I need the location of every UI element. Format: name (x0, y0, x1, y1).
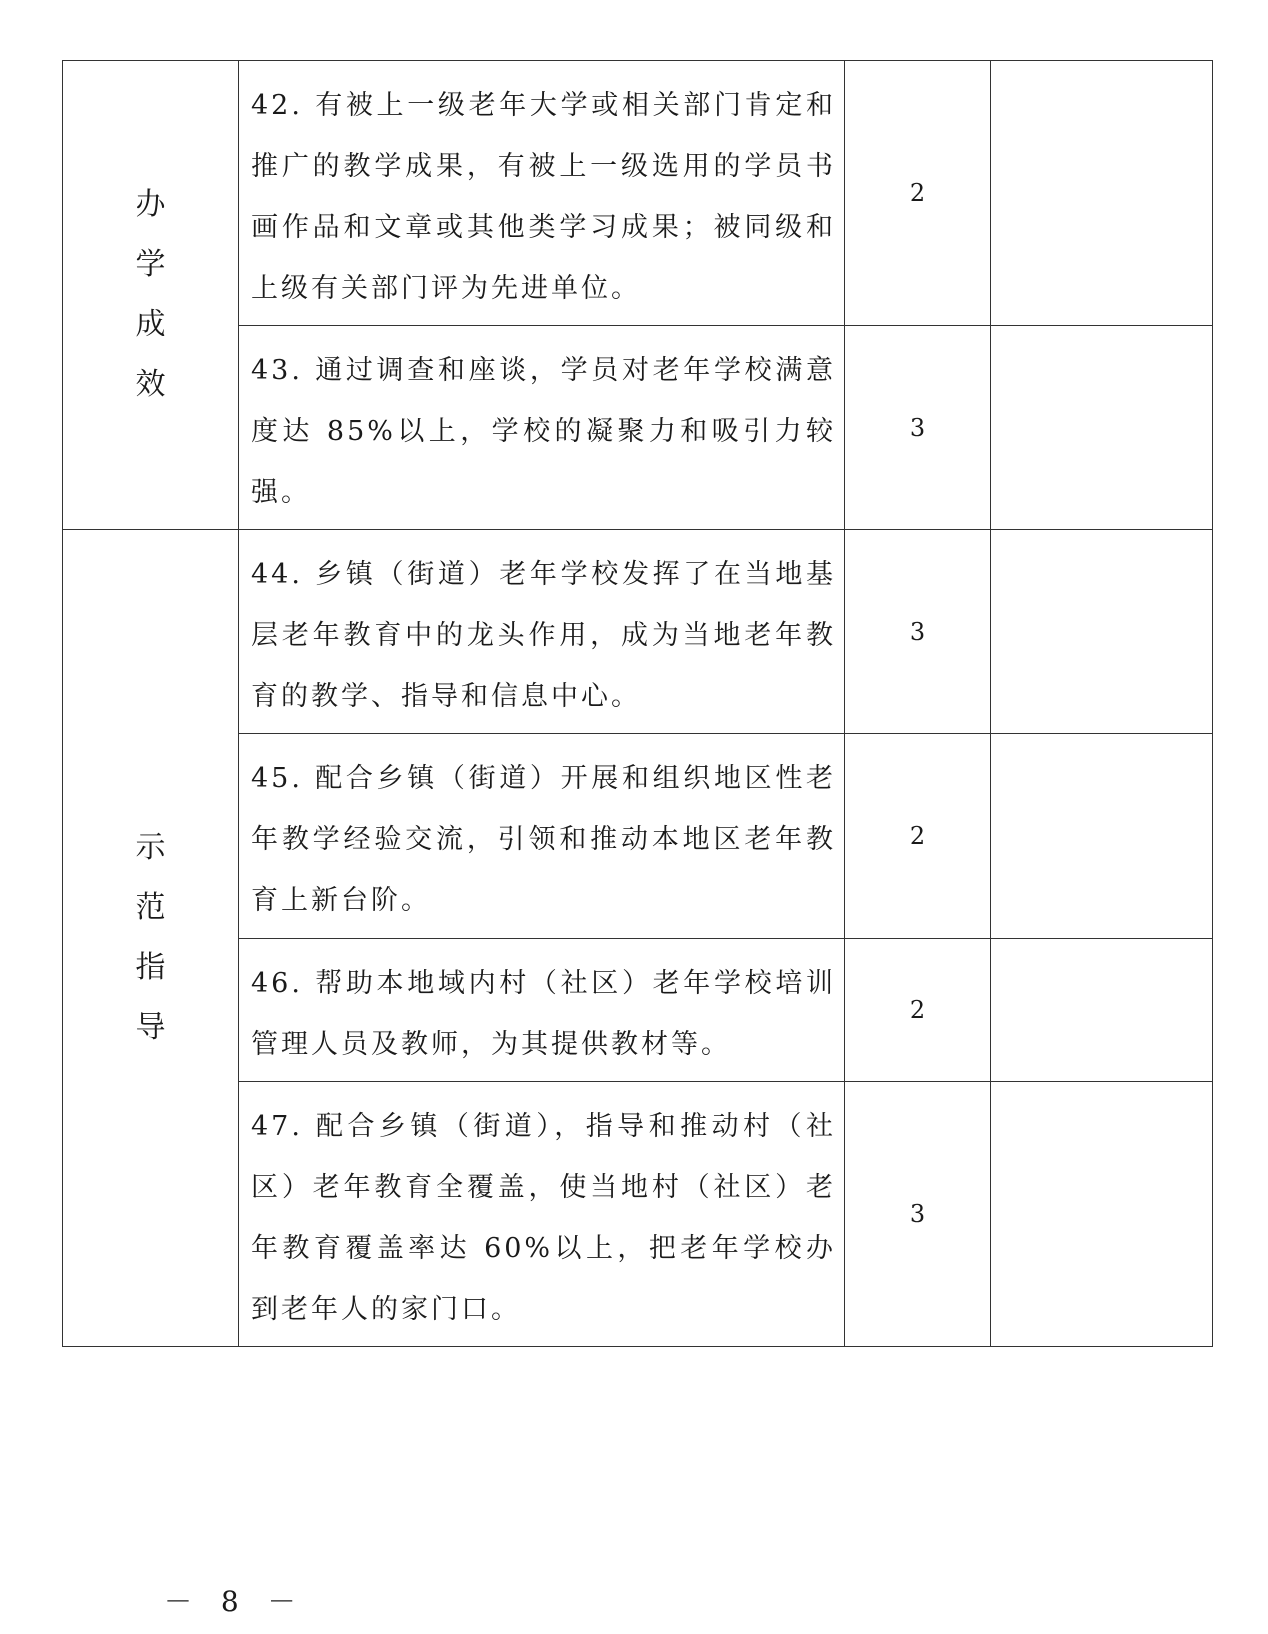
category-cell (63, 530, 239, 1347)
assessment-cell (991, 1082, 1213, 1347)
category-label: 办学成效 (135, 187, 166, 402)
score-value: 2 (845, 734, 991, 939)
score-value: 3 (845, 326, 991, 530)
table-row (63, 61, 1213, 326)
criterion-text: 46. 帮助本地域内村（社区）老年学校培训管理人员及教师，为其提供教材等。 (239, 939, 845, 1082)
criterion-text: 42. 有被上一级老年大学或相关部门肯定和推广的教学成果，有被上一级选用的学员书画作品和文章或其他类学习成果；被同级和上级有关部门评为先进单位。 (239, 61, 845, 326)
criterion-text: 43. 通过调查和座谈，学员对老年学校满意度达 85%以上，学校的凝聚力和吸引力较强。 (239, 326, 845, 530)
assessment-cell (991, 326, 1213, 530)
score-value: 2 (845, 939, 991, 1082)
category-label: 示范指导 (135, 830, 166, 1045)
assessment-cell (991, 530, 1213, 734)
assessment-cell (991, 939, 1213, 1082)
criterion-text: 44. 乡镇（街道）老年学校发挥了在当地基层老年教育中的龙头作用，成为当地老年教育的教学、指导和信息中心。 (239, 530, 845, 734)
page-number: － 8 － (164, 1585, 306, 1618)
assessment-cell (991, 734, 1213, 939)
criterion-text: 47. 配合乡镇（街道），指导和推动村（社区）老年教育全覆盖，使当地村（社区）老年教育覆盖率达 60%以上，把老年学校办到老年人的家门口。 (239, 1082, 845, 1347)
criterion-text: 45. 配合乡镇（街道）开展和组织地区性老年教学经验交流，引领和推动本地区老年教育上新台阶。 (239, 734, 845, 939)
score-value: 2 (845, 61, 991, 326)
table-row (63, 530, 1213, 734)
evaluation-table (62, 60, 1213, 1347)
category-cell (63, 61, 239, 530)
assessment-cell (991, 61, 1213, 326)
score-value: 3 (845, 530, 991, 734)
score-value: 3 (845, 1082, 991, 1347)
